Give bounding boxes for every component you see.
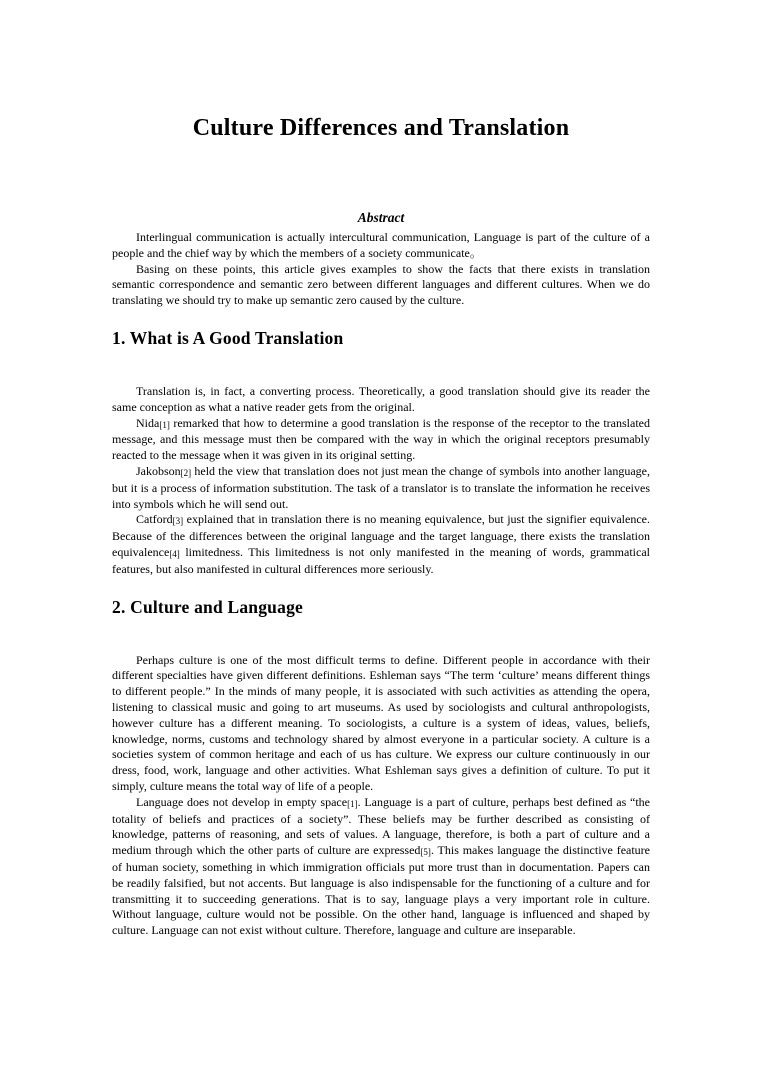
sections xyxy=(112,326,650,939)
paragraph: Translation is, in fact, a converting process. Theoretically, a good translation should give its reader the same conception as what a native reader gets from the original. xyxy=(112,383,650,414)
citation-marker: [5] xyxy=(420,847,431,858)
paragraph: Interlingual communication is actually intercultural communication, Language is part of the culture of a people and the chief way by which the members of a society communicate。 xyxy=(112,230,650,260)
citation-marker: [3] xyxy=(172,516,184,527)
section-heading: 2. Culture and Language xyxy=(112,596,303,617)
citation-marker: [1] xyxy=(159,419,170,430)
section-heading: 1. What is A Good Translation xyxy=(112,327,344,348)
citation-marker: [1] xyxy=(347,798,358,809)
paragraph: Basing on these points, this article gives examples to show the facts that there exists in translation semantic correspondence and semantic zero between different languages and different cultures. When we do translating we should try to make up semantic zero caused by the culture. xyxy=(112,261,650,308)
paper-title: Culture Differences and Translation xyxy=(192,115,570,141)
paragraph: Jakobson[2] held the view that translation does not just mean the change of symbols into another language, but it is a process of information substitution. The task of a translator is to translate the information he receives into symbols which he will send out. xyxy=(112,463,650,511)
paragraph: Nida[1] remarked that how to determine a good translation is the response of the receptor to the translated message, and this message must then be compared with the way in which the original receptors presumably reacted to the message when it was given in its original setting. xyxy=(112,415,650,463)
paragraph: Language does not develop in empty space[1]. Language is a part of culture, perhaps best defined as “the totality of beliefs and practices of a society”. These beliefs may be further described as consisting of knowledge, patterns of reasoning, and sets of values. A language, therefore, is both a part of culture and a medium through which the other parts of culture are expressed[5]. This makes language the distinctive feature of human society, something in which immigration officials put more trust than in documentation. Papers can be readily falsified, but not accents. But language is also indispensable for the functioning of a culture and for transmitting it to succeeding generations. That is to say, language plays a very important role in culture. Without language, culture would not be possible. On the other hand, language is influenced and shaped by culture. Language can not exist without culture. Therefore, language and culture are inseparable. xyxy=(112,794,650,938)
abstract-heading: Abstract xyxy=(357,210,405,225)
paragraph: Catford[3] explained that in translation there is no meaning equivalence, but just the signifier equivalence. Because of the differences between the original language and the target language, there exists the translation equivalence[4] limitedness. This limitedness is not only manifested in the meaning of words, grammatical features, but also manifested in cultural differences more seriously. xyxy=(112,512,650,576)
citation-marker: [2] xyxy=(180,467,192,478)
abstract-body xyxy=(112,230,650,309)
page-content xyxy=(112,0,650,939)
paragraph: Perhaps culture is one of the most difficult terms to define. Different people in accordance with their different specialties have given different definitions. Eshleman says “The term ‘culture’ means different things to different people.” In the minds of many people, it is associated with such activities as attending the opera, listening to classical music and going to art museums. As used by sociologists and cultural anthropologists, however culture has a different meaning. To sociologists, a culture is a system of ideas, values, beliefs, knowledge, norms, customs and technology shared by almost everyone in a particular society. A culture is a societies system of common heritage and each of us has culture. We express our culture continuously in our dress, food, work, language and other activities. What Eshleman says gives a definition of culture. To put it simply, culture means the total way of life of a people. xyxy=(112,652,650,793)
citation-marker: [4] xyxy=(169,548,180,559)
